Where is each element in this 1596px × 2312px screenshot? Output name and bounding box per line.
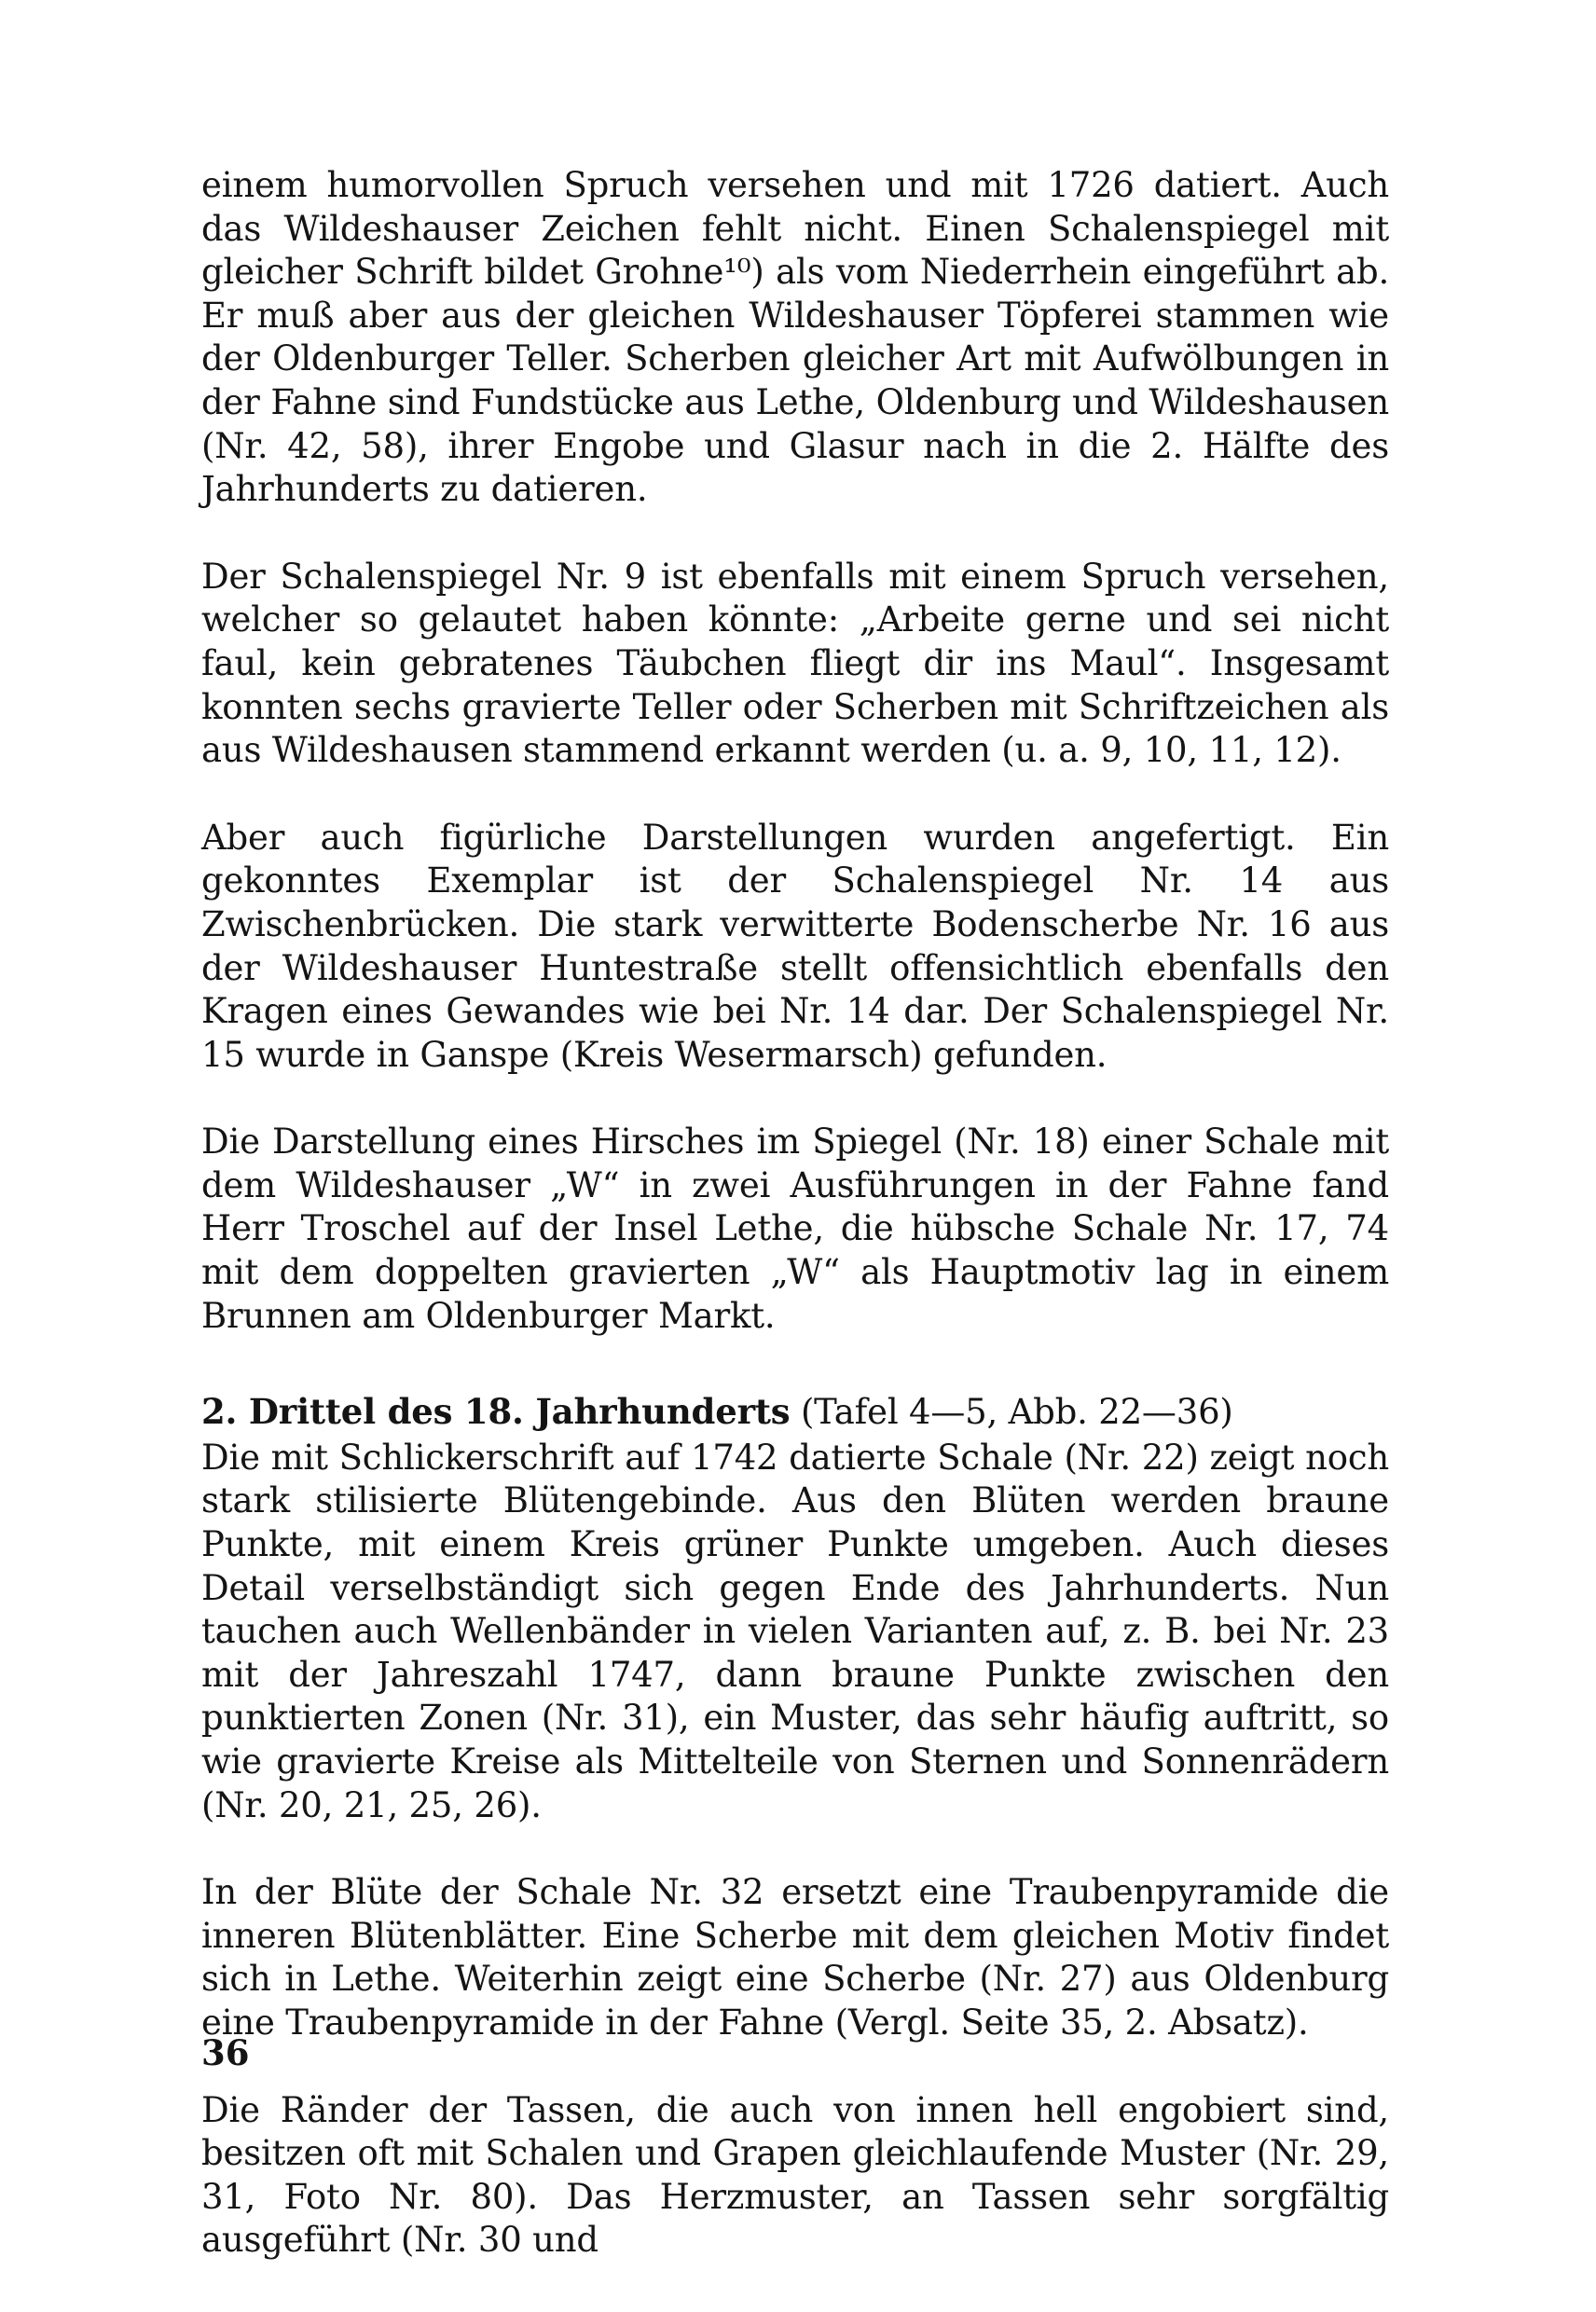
paragraph-6: In der Blüte der Schale Nr. 32 ersetzt eine Traubenpyramide die inneren Blütenblätter. Eine Scherbe mit dem gleichen Motiv findet sich in Lethe. Weiterhin zeigt eine Scherbe (Nr. 27) aus Oldenburg eine Traubenpyramide in der Fahne (Vergl. Seite 35, 2. Absatz).	[201, 1872, 1389, 2043]
paragraph-5: Die mit Schlickerschrift auf 1742 datierte Schale (Nr. 22) zeigt noch stark stilisierte Blütengebinde. Aus den Blüten werden braune Punkte, mit einem Kreis grüner Punkte umgeben. Auch dieses Detail verselbständigt sich gegen Ende des Jahrhunderts. Nun tauchen auch Wellenbänder in vielen Varianten auf, z. B. bei Nr. 23 mit der Jahreszahl 1747, dann braune Punkte zwischen den punktierten Zonen (Nr. 31), ein Muster, das sehr häufig auftritt, so wie gravierte Kreise als Mittelteile von Sternen und Sonnenrädern (Nr. 20, 21, 25, 26).	[201, 1437, 1389, 1825]
paragraph-1: einem humorvollen Spruch versehen und mit 1726 datiert. Auch das Wildeshauser Zeichen fehlt nicht. Einen Schalenspiegel mit gleicher Schrift bildet Grohne¹⁰) als vom Niederrhein eingeführt ab. Er muß aber aus der gleichen Wildeshauser Töpferei stammen wie der Oldenburger Teller. Scherben gleicher Art mit Aufwölbungen in der Fahne sind Fundstücke aus Lethe, Oldenburg und Wildeshausen (Nr. 42, 58), ihrer Engobe und Glasur nach in die 2. Hälfte des Jahrhunderts zu datieren.	[201, 165, 1389, 510]
text-column	[201, 164, 1389, 2263]
paragraph-2: Der Schalenspiegel Nr. 9 ist ebenfalls mit einem Spruch versehen, welcher so gelautet haben könnte: „Arbeite gerne und sei nicht faul, kein gebratenes Täubchen fliegt dir ins Maul“. Insgesamt konnten sechs gravierte Teller oder Scherben mit Schriftzeichen als aus Wildeshausen stammend erkannt werden (u. a. 9, 10, 11, 12).	[201, 556, 1389, 771]
section-heading-reference: (Tafel 4—5, Abb. 22—36)	[790, 1392, 1233, 1433]
paragraph-3: Aber auch figürliche Darstellungen wurden angefertigt. Ein gekonntes Exemplar ist der Schalenspiegel Nr. 14 aus Zwischenbrücken. Die stark verwitterte Bodenscherbe Nr. 16 aus der Wildeshauser Huntestraße stellt offensichtlich ebenfalls den Kragen eines Gewandes wie bei Nr. 14 dar. Der Schalenspiegel Nr. 15 wurde in Ganspe (Kreis Wesermarsch) gefunden.	[201, 817, 1389, 1075]
page-number: 36	[201, 2032, 250, 2073]
paragraph-4: Die Darstellung eines Hirsches im Spiegel (Nr. 18) einer Schale mit dem Wildeshauser „W“ in zwei Ausführungen in der Fahne fand Herr Troschel auf der Insel Lethe, die hübsche Schale Nr. 17, 74 mit dem doppelten gravierten „W“ als Hauptmotiv lag in einem Brunnen am Oldenburger Markt.	[201, 1122, 1389, 1336]
paragraph-7: Die Ränder der Tassen, die auch von innen hell engobiert sind, besitzen oft mit Schalen und Grapen gleichlaufende Muster (Nr. 29, 31, Foto Nr. 80). Das Herzmuster, an Tassen sehr sorgfältig ausgeführt (Nr. 30 und	[201, 2089, 1389, 2261]
section-heading-title: 2. Drittel des 18. Jahrhunderts	[201, 1391, 791, 1433]
section-heading	[201, 1390, 1389, 1435]
